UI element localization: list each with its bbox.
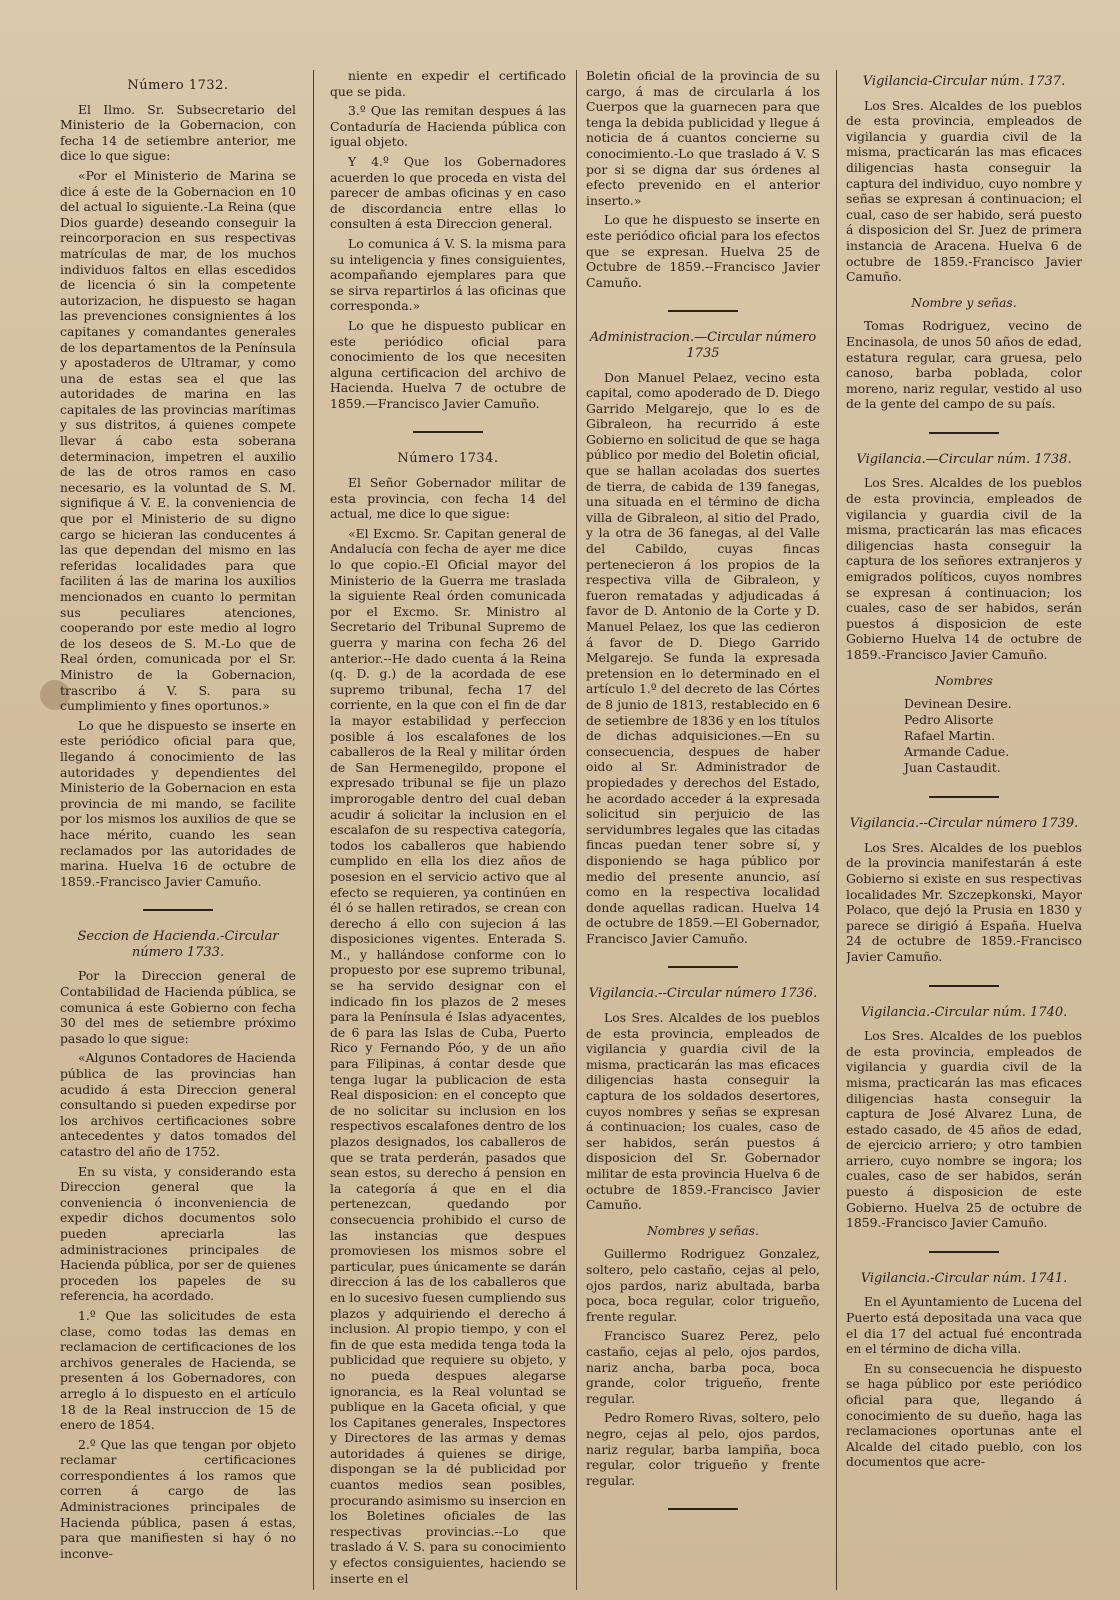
name-entry: Devinean Desire. bbox=[904, 696, 1012, 712]
paragraph: «El Excmo. Sr. Capitan general de Andalucía con fecha de ayer me dice lo que copio.-El Oficial mayor del Ministerio de la Guerra me traslada la siguiente Real órden comunicada por el Excmo. Sr. Ministro al Secretario del Tribunal Supremo de guerra y marina con fecha 26 del anterior.--He dado cuenta á la Reina (q. D. g.) de la acordada de ese supremo tribunal, fecha 17 del corriente, en la que con el fin de dar la mayor estabilidad y perfeccion posible á los escalafones de los caballeros de la Real y militar órden de San Hermenegildo, propone el expresado tribunal se fije un plazo improrogable dentro del cual deban acudir á solicitar la inclusion en el escalafon de su respectiva categoría, todos los caballeros que habiendo cumplido en ella los diez años de posesion en el servicio activo que al efecto se requieren, ya continúen en él ó se hallen retirados, se crean con derecho á ello con sujecion á las disposiciones vigentes. Enterada S. M., y hallándose conforme con lo propuesto por ese supremo tribunal, se ha servido designar con el indicado fin los plazos de 2 meses para la Península é Islas adyacentes, de 6 para las Islas de Cuba, Puerto Rico y Fernando Póo, y de un año para Filipinas, á contar desde que tenga lugar la publicacion de esta Real disposicion: en el concepto que de no solicitar su inclusion en los respectivos escalafones dentro de los plazos designados, los caballeros de que se trata perderán, pasados que sean estos, su derecho á pension en la categoría á que en el dia pertenezcan, quedando por consecuencia prohibido el curso de las instancias que despues promoviesen los mismos sobre el particular, pues únicamente se darán direccion á las de los caballeros que en lo sucesivo fuesen cumpliendo sus plazos y adquiriendo el derecho á inclusion. Al propio tiempo, y con el fin de que esta medida tenga toda la publicidad que requiere su objeto, y no pueda despues alegarse ignorancia, es la Real voluntad se publique en la Gaceta oficial, y que los Capitanes generales, Inspectores y Directores de las armas y demas autoridades á quienes se dirige, dispongan se la dé publicidad por cuantos medios sean posibles, procurando asimismo su insercion en los Boletines oficiales de las respectivas provincias.--Lo que traslado á V. S. para su conocimiento y efectos consiguientes, haciendo se inserte en el bbox=[330, 525, 566, 1586]
circular-heading: Seccion de Hacienda.-Circular número 1733. bbox=[77, 929, 279, 960]
paragraph: En el Ayuntamiento de Lucena del Puerto está depositada una vaca que el dia 17 del actual fué encontrada en el término de dicha villa. bbox=[846, 1294, 1082, 1357]
section-separator bbox=[143, 909, 213, 911]
subheading: Nombres bbox=[935, 672, 993, 688]
circular-heading: Vigilancia.—Circular núm. 1738. bbox=[856, 451, 1072, 467]
paragraph: Los Sres. Alcaldes de los pueblos de esta provincia, empleados de vigilancia y guardia civil de la misma, practicarán las mas eficaces diligencias hasta conseguir la captura del individuo, cuyo nombre y señas se expresan á continuacion; el cual, caso de ser habido, será puesto á disposicion del Sr. Juez de primera instancia de Aracena. Huelva 6 de octubre de 1859.-Francisco Javier Camuño. bbox=[846, 97, 1082, 285]
paragraph: Los Sres. Alcaldes de los pueblos de la provincia manifestarán á este Gobierno si existe en sus respectivas localidades Mr. Szczepkonski, Mayor Polaco, que dejó la Prusia en 1830 y parece se dirigió á España. Huelva 24 de octubre de 1859.-Francisco Javier Camuño. bbox=[846, 839, 1082, 964]
paragraph: 1.º Que las solicitudes de esta clase, como todas las demas en reclamacion de certificaciones de los archivos generales de Hacienda, se presenten á los Gobernadores, con arreglo á lo dispuesto en el artículo 18 de la Real instruccion de 15 de enero de 1854. bbox=[60, 1307, 296, 1433]
section-separator bbox=[668, 310, 738, 312]
circular-heading: Administracion.—Circular número 1735 bbox=[589, 330, 817, 361]
column-divider bbox=[313, 70, 314, 1590]
column-1 bbox=[60, 68, 296, 1588]
paragraph: Lo que he dispuesto se inserte en este periódico oficial para los efectos que se expresan. Huelva 25 de Octubre de 1859.--Francisco Javier Camuño. bbox=[586, 212, 820, 290]
paragraph: Don Manuel Pelaez, vecino esta capital, como apoderado de D. Diego Garrido Melgarejo, que lo es de Gibraleon, ha recurrido á este Gobierno en solicitud de que se haga público por medio del Boletin oficial, que se hallan acoladas dos suertes de tierra, de cabida de 139 fanegas, una situada en el término de dicha villa de Gibraleon, al sitio del Prado, y la otra de 36 fanegas, al del Valle del Cabildo, cuyas fincas pertenecieron á los propios de la respectiva villa de Gibraleon, y fueron rematadas y adjudicadas á favor de D. Antonio de la Corte y D. Manuel Pelaez, los que las cedieron á favor de D. Diego Garrido Melgarejo. Se funda la expresada pretension en lo determinado en el artículo 1.º del decreto de las Córtes de 8 junio de 1813, restablecido en 6 de setiembre de 1836 y en los títulos de dichas adquisiciones.—En su consecuencia, despues de haber oido al Sr. Administrador de propiedades y derechos del Estado, he acordado acceder á la expresada solicitud sin perjuicio de las servidumbres legales que las citadas fincas puedan tener sobre sí, y disponiendo se haga público por medio del presente anuncio, así como en la respectiva localidad donde aquellas radican. Huelva 14 de octubre de 1859.—El Gobernador, Francisco Javier Camuño. bbox=[586, 369, 820, 946]
paragraph: 2.º Que las que tengan por objeto reclamar certificaciones correspondientes á los ramos que corren á cargo de las Administraciones principales de Hacienda pública, pasen á estas, para que manifiesten si hay ó no inconve- bbox=[60, 1436, 296, 1561]
name-entry: Armande Cadue. bbox=[904, 744, 1010, 760]
paragraph: niente en expedir el certificado que se pida. bbox=[330, 68, 566, 99]
paragraph: 3.º Que las remitan despues á las Contaduría de Hacienda pública con igual objeto. bbox=[330, 103, 566, 150]
column-divider bbox=[576, 70, 577, 1590]
column-divider bbox=[836, 70, 837, 1590]
section-separator bbox=[929, 432, 999, 434]
paragraph: Lo que he dispuesto se inserte en este periódico oficial para que, llegando á conocimiento de las autoridades y dependientes del Ministerio de la Gobernacion en esta provincia de mi mando, se facilite por los mismos los auxilios de que se hace mérito, cuando les sean reclamados por las autoridades de marina. Huelva 16 de octubre de 1859.-Francisco Javier Camuño. bbox=[60, 717, 296, 889]
circular-heading: Vigilancia.--Circular número 1739. bbox=[849, 816, 1079, 832]
names-list bbox=[904, 696, 1082, 776]
paragraph: Y 4.º Que los Gobernadores acuerden lo que proceda en vista del parecer de ambas oficinas y en caso de discordancia entre ellas lo consulten á esta Direccion general. bbox=[330, 153, 566, 232]
paragraph: En su vista, y considerando esta Direccion general que la conveniencia ó inconveniencia de expedir dichos documentos solo pueden apreciarla las administraciones principales de Hacienda pública, por ser de quienes proceden los papeles de su referencia, ha acordado. bbox=[60, 1163, 296, 1304]
section-separator bbox=[929, 796, 999, 798]
section-separator bbox=[413, 431, 483, 433]
paragraph: Guillermo Rodriguez Gonzalez, soltero, pelo castaño, cejas al pelo, ojos pardos, nariz abultada, barba poca, boca regular, color trigueño, frente regular. bbox=[586, 1246, 820, 1324]
paragraph: Los Sres. Alcaldes de los pueblos de esta provincia, empleados de vigilancia y guardia civil de la misma, practicarán las mas eficaces diligencias hasta conseguir la captura de los soldados desertores, cuyos nombres y señas se expresan á continuacion; los cuales, caso de ser habidos, serán puestos á disposicion del Sr. Gobernador militar de esta provincia Huelva 6 de octubre de 1859.-Francisco Javier Camuño. bbox=[586, 1010, 820, 1213]
paragraph: «Por el Ministerio de Marina se dice á este de la Gobernacion en 10 del actual lo siguiente.-La Reina (que Dios guarde) deseando conseguir la reincorporacion en sus respectivas matrículas de mar, de los muchos individuos faltos en ellas escedidos de licencia ó sin la competente autorizacion, he dispuesto se hagan las prevenciones consignientes á los capitanes y comandantes generales de los departamentos de la Península y apostaderos de Ultramar, y como una de estas sea el que las autoridades de marina en las capitales de las provincias marítimas y sus distritos, á quienes compete llevar á cabo esta soberana determinacion, impetren el auxilio de las de otros ramos en caso necesario, es la voluntad de S. M. signifique á V. E. la conveniencia de que por el Ministerio de su digno cargo se hicieran las conducentes á las que dependan del mismo en las referidas localidades para que faciliten á las de marina los auxilios mencionados en cuanto lo permitan sus peculiares atenciones, cooperando por este medio al logro de los deseos de S. M.-Lo que de Real órden, comunicada por el Sr. Ministro de la Gobernacion, trascribo á V. S. para su cumplimiento y fines oportunos.» bbox=[60, 167, 296, 714]
circular-heading: Vigilancia-Circular núm. 1737. bbox=[862, 74, 1066, 89]
paragraph: El Ilmo. Sr. Subsecretario del Ministerio de la Gobernacion, con fecha 14 de setiembre anterior, me dice lo que sigue: bbox=[60, 101, 296, 164]
subheading: Nombre y señas. bbox=[911, 294, 1017, 310]
circular-heading: Vigilancia.-Circular núm. 1741. bbox=[860, 1270, 1068, 1286]
article-number: Número 1732. bbox=[127, 78, 229, 93]
paragraph: Tomas Rodriguez, vecino de Encinasola, de unos 50 años de edad, estatura regular, cara gruesa, pelo canoso, barba poblada, color moreno, nariz regular, vestido al uso de la gente del campo de su país. bbox=[846, 318, 1082, 412]
name-entry: Pedro Alisorte bbox=[904, 712, 994, 728]
paragraph: En su consecuencia he dispuesto se haga público por este periódico oficial para que, llegando á conocimiento de su dueño, haga las reclamaciones oportunas ante el Alcalde del citado pueblo, con los documentos que acre- bbox=[846, 1360, 1082, 1470]
paragraph: El Señor Gobernador militar de esta provincia, con fecha 14 del actual, me dice lo que sigue: bbox=[330, 475, 566, 522]
article-number: Número 1734. bbox=[397, 451, 499, 467]
column-4 bbox=[846, 68, 1082, 1588]
column-3 bbox=[586, 68, 820, 1588]
circular-heading: Vigilancia.-Circular núm. 1740. bbox=[860, 1004, 1068, 1020]
paragraph: Lo que he dispuesto publicar en este periódico oficial para conocimiento de los que necesiten alguna certificacion del archivo de Hacienda. Huelva 7 de octubre de 1859.—Francisco Javier Camuño. bbox=[330, 317, 566, 411]
subheading: Nombres y señas. bbox=[647, 1222, 759, 1238]
paragraph: Francisco Suarez Perez, pelo castaño, cejas al pelo, ojos pardos, nariz ancha, barba poca, boca grande, color trigueño, frente regular. bbox=[586, 1328, 820, 1406]
section-separator bbox=[929, 985, 999, 987]
column-2 bbox=[330, 68, 566, 1588]
circular-heading: Vigilancia.--Circular número 1736. bbox=[588, 986, 818, 1002]
paragraph: Los Sres. Alcaldes de los pueblos de esta provincia, empleados de vigilancia y guardia civil de la misma, practicarán las mas eficaces diligencias hasta conseguir la captura de José Alvarez Luna, de estado casado, de 45 años de edad, de ejercicio arriero; y otro tambien arriero, cuyo nombre se ingora; los cuales, caso de ser habidos, serán puesto á disposicion de este Gobierno. Huelva 25 de octubre de 1859.-Francisco Javier Camuño. bbox=[846, 1028, 1082, 1231]
section-separator bbox=[929, 1251, 999, 1253]
paragraph: Los Sres. Alcaldes de los pueblos de esta provincia, empleados de vigilancia y guardia civil de la misma, practicarán las mas eficaces diligencias hasta conseguir la captura de los señores extranjeros y emigrados políticos, cuyos nombres se expresan á continuacion; los cuales, caso de ser habidos, serán puestos á disposicion de este Gobierno Huelva 14 de octubre de 1859.-Francisco Javier Camuño. bbox=[846, 475, 1082, 662]
paragraph: Boletin oficial de la provincia de su cargo, á mas de circularla á los Cuerpos que la guarnecen para que tenga la debida publicidad y llegue á noticia de á cuantos concierne su conocimiento.-Lo que traslado á V. S por si se digna dar sus órdenes al efecto prevenido en el anterior inserto.» bbox=[586, 68, 820, 208]
paragraph: Por la Direccion general de Contabilidad de Hacienda pública, se comunica á este Gobierno con fecha 30 del mes de setiembre próximo pasado lo que sigue: bbox=[60, 968, 296, 1046]
name-entry: Juan Castaudit. bbox=[904, 760, 1001, 776]
paragraph: «Algunos Contadores de Hacienda pública de las provincias han acudido á esta Direccion general consultando si pueden expedirse por los archivos certificaciones sobre antecedentes y datos tomados del catastro del año de 1752. bbox=[60, 1050, 296, 1159]
section-separator bbox=[668, 1508, 738, 1510]
name-entry: Rafael Martin. bbox=[904, 728, 996, 744]
paragraph: Pedro Romero Rivas, soltero, pelo negro, cejas al pelo, ojos pardos, nariz regular, barba lampiña, boca regular, color trigueño y frente regular. bbox=[586, 1410, 820, 1488]
section-separator bbox=[668, 966, 738, 968]
paragraph: Lo comunica á V. S. la misma para su inteligencia y fines consiguientes, acompañando ejemplares para que se sirva repartirlos á las oficinas que corresponda.» bbox=[330, 235, 566, 314]
